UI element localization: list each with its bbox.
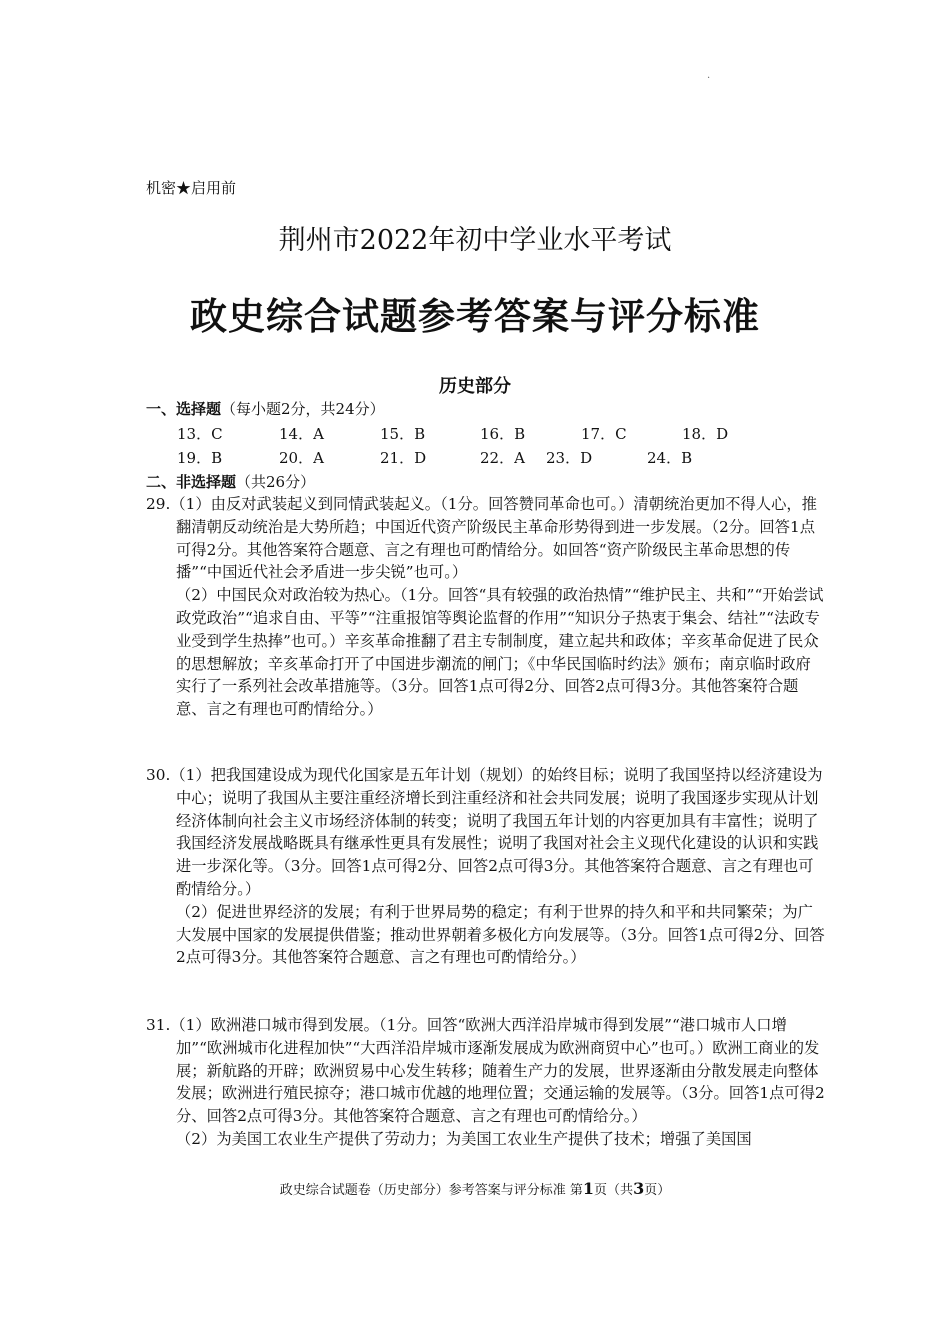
corner-mark: .: [707, 70, 711, 81]
document-title: 政史综合试题参考答案与评分标准: [190, 295, 760, 338]
footer-page-total: 3: [633, 1179, 645, 1198]
answer-14: 14．A: [279, 425, 324, 443]
part2-heading: [146, 471, 315, 492]
answer-23: 23．D: [546, 449, 593, 467]
part1-label: 一、选择题: [146, 400, 222, 418]
question-30: [146, 764, 826, 969]
q31-part2: （2）为美国工农业生产提供了劳动力；为美国工农业生产提供了技术；增强了美国国: [176, 1129, 752, 1148]
answer-22: 22．A: [480, 449, 525, 467]
q29-part2: （2）中国民众对政治较为热心。（1分。回答“具有较强的政治热情”“维护民主、共和”“开始尝试政党政治”“追求自由、平等”“注重报馆等舆论监督的作用”“知识分子热衷于集会、结社”“法政专业受到学生热捧”也可。）辛亥革命推翻了君主专制制度，建立起共和政体；辛亥革命促进了民众的思想解放；辛亥革命打开了中国进步潮流的闸门；《中华民国临时约法》颁布；南京临时政府实行了一系列社会改革措施等。（3分。回答1点可得2分、回答2点可得3分。其他答案符合题意、言之有理也可酌情给分。）: [176, 586, 824, 719]
question-29: [146, 493, 826, 721]
answer-18: 18．D: [682, 425, 729, 443]
section-title: 历史部分: [439, 376, 511, 397]
answer-16: 16．B: [480, 425, 526, 443]
answer-24: 24．B: [647, 449, 693, 467]
answer-17: 17．C: [581, 425, 627, 443]
footer-page-number: 1: [582, 1179, 595, 1198]
footer-text-before: 政史综合试题卷（历史部分）参考答案与评分标准 第: [279, 1183, 583, 1198]
footer-text-mid: 页（共: [594, 1183, 634, 1198]
footer-text-after: 页）: [644, 1183, 671, 1198]
q29-part1: 29.（1）由反对武装起义到同情武装起义。（1分。回答赞同革命也可。）清朝统治更加不得人心，推翻清朝反动统治是大势所趋；中国近代资产阶级民主革命形势得到进一步发展。（2分。回答1点可得2分。其他答案符合题意、言之有理也可酌情给分。如回答“资产阶级民主革命思想的传播”“中国近代社会矛盾进一步尖锐”也可。）: [146, 495, 817, 582]
q30-part1: 30.（1）把我国建设成为现代化国家是五年计划（规划）的始终目标；说明了我国坚持以经济建设为中心；说明了我国从主要注重经济增长到注重经济和社会共同发展；说明了我国逐步实现从计划经济体制向社会主义市场经济体制的转变；说明了我国五年计划的内容更加具有丰富性；说明了我国经济发展战略既具有继承性更具有发展性；说明了我国对社会主义现代化建设的认识和实践进一步深化等。（3分。回答1点可得2分、回答2点可得3分。其他答案符合题意、言之有理也可酌情给分。）: [146, 766, 823, 898]
part1-note: （每小题2分，共24分）: [221, 400, 385, 418]
q31-part1: 31.（1）欧洲港口城市得到发展。（1分。回答“欧洲大西洋沿岸城市得到发展”“港口城市人口增加”“欧洲城市化进程加快”“大西洋沿岸城市逐渐发展成为欧洲商贸中心”也可。）欧洲工商业的发展；新航路的开辟；欧洲贸易中心发生转移；随着生产力的发展，世界逐渐由分散发展走向整体发展；欧洲进行殖民掠夺；港口城市优越的地理位置；交通运输的发展等。（3分。回答1点可得2分、回答2点可得3分。其他答案符合题意、言之有理也可酌情给分。）: [146, 1016, 825, 1126]
part2-label: 二、非选择题: [146, 473, 237, 491]
page-footer: [0, 1179, 950, 1198]
answer-15: 15．B: [380, 425, 426, 443]
confidential-label: 机密★启用前: [146, 179, 237, 197]
part1-heading: [146, 398, 385, 419]
answer-13: 13．C: [177, 425, 223, 443]
answer-19: 19．B: [177, 449, 223, 467]
q30-part2: （2）促进世界经济的发展；有利于世界局势的稳定；有利于世界的持久和平和共同繁荣；为广大发展中国家的发展提供借鉴；推动世界朝着多极化方向发展等。（3分。回答1点可得2分、回答2点可得3分。其他答案符合题意、言之有理也可酌情给分。）: [176, 902, 825, 967]
question-31: [146, 1014, 826, 1151]
answer-20: 20．A: [279, 449, 324, 467]
part2-note: （共26分）: [236, 473, 316, 491]
exam-title: 荆州市2022年初中学业水平考试: [278, 225, 672, 256]
answer-21: 21．D: [380, 449, 427, 467]
